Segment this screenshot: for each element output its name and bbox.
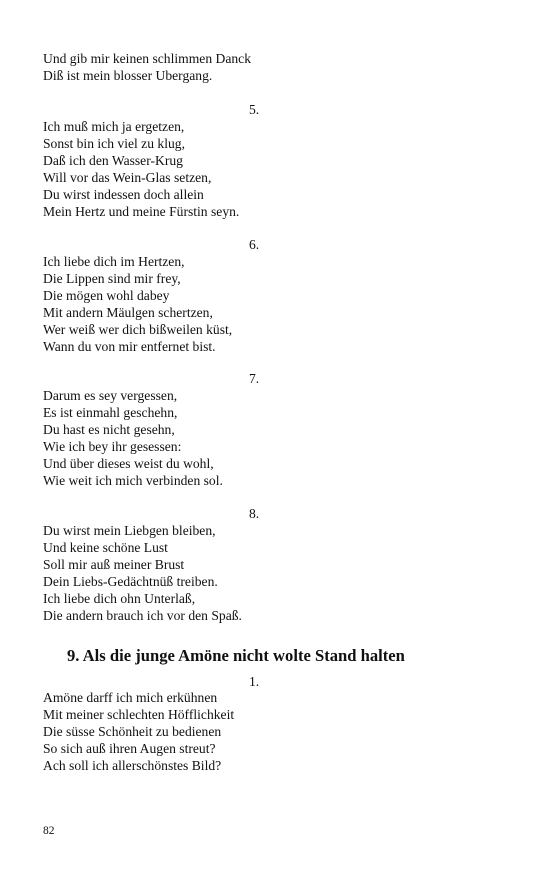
- poem-line: Die mögen wohl dabey: [43, 288, 170, 303]
- poem-line: Die andern brauch ich vor den Spaß.: [43, 608, 242, 623]
- poem-line: Will vor das Wein-Glas setzen,: [43, 170, 212, 185]
- poem-line: Ich liebe dich im Hertzen,: [43, 254, 185, 269]
- stanza-number-5: 5.: [249, 102, 260, 117]
- stanza-7: [43, 387, 503, 489]
- poem-line: Mit andern Mäulgen schertzen,: [43, 305, 213, 320]
- stanza-8: [43, 522, 503, 624]
- poem-line: Dein Liebs-Gedächtnüß treiben.: [43, 574, 218, 589]
- poem-line: Mit meiner schlechten Höfflichkeit: [43, 707, 235, 722]
- stanza-number-6: 6.: [249, 237, 260, 252]
- poem-line: Wer weiß wer dich bißweilen küst,: [43, 322, 233, 337]
- stanza-number-7: 7.: [249, 371, 260, 386]
- poem-line: Wann du von mir entfernet bist.: [43, 339, 216, 354]
- poem-line: Du wirst mein Liebgen bleiben,: [43, 523, 216, 538]
- poem-line: Ich liebe dich ohn Unterlaß,: [43, 591, 196, 606]
- poem-line: Daß ich den Wasser-Krug: [43, 153, 183, 168]
- poem-line: Amöne darff ich mich erkühnen: [43, 690, 218, 705]
- poem-line: Und über dieses weist du wohl,: [43, 456, 214, 471]
- poem-line: Die süsse Schönheit zu bedienen: [43, 724, 222, 739]
- poem-line: Ich muß mich ja ergetzen,: [43, 119, 185, 134]
- stanza-5: [43, 118, 503, 220]
- poem-line: Diß ist mein blosser Ubergang.: [43, 68, 213, 83]
- stanza-4-end: [43, 50, 503, 84]
- poem-9-stanza-1: [43, 689, 503, 774]
- poem-line: Sonst bin ich viel zu klug,: [43, 136, 185, 151]
- page-number: 82: [43, 825, 55, 837]
- poem-line: Und keine schöne Lust: [43, 540, 168, 555]
- stanza-6: [43, 253, 503, 355]
- poem-heading: 9. Als die junge Amöne nicht wolte Stand halten: [67, 646, 405, 665]
- poem-line: Mein Hertz und meine Fürstin seyn.: [43, 204, 240, 219]
- stanza-number-8: 8.: [249, 506, 260, 521]
- poem-line: Wie ich bey ihr gesessen:: [43, 439, 182, 454]
- poem-line: Es ist einmahl geschehn,: [43, 405, 178, 420]
- poem-line: Darum es sey vergessen,: [43, 388, 178, 403]
- poem-line: Ach soll ich allerschönstes Bild?: [43, 758, 222, 773]
- poem-line: Soll mir auß meiner Brust: [43, 557, 185, 572]
- poem-line: Und gib mir keinen schlimmen Danck: [43, 51, 252, 66]
- poem-line: Die Lippen sind mir frey,: [43, 271, 181, 286]
- stanza-number-1: 1.: [249, 674, 260, 689]
- poem-line: So sich auß ihren Augen streut?: [43, 741, 216, 756]
- poem-line: Wie weit ich mich verbinden sol.: [43, 473, 223, 488]
- poem-line: Du hast es nicht gesehn,: [43, 422, 175, 437]
- poem-line: Du wirst indessen doch allein: [43, 187, 204, 202]
